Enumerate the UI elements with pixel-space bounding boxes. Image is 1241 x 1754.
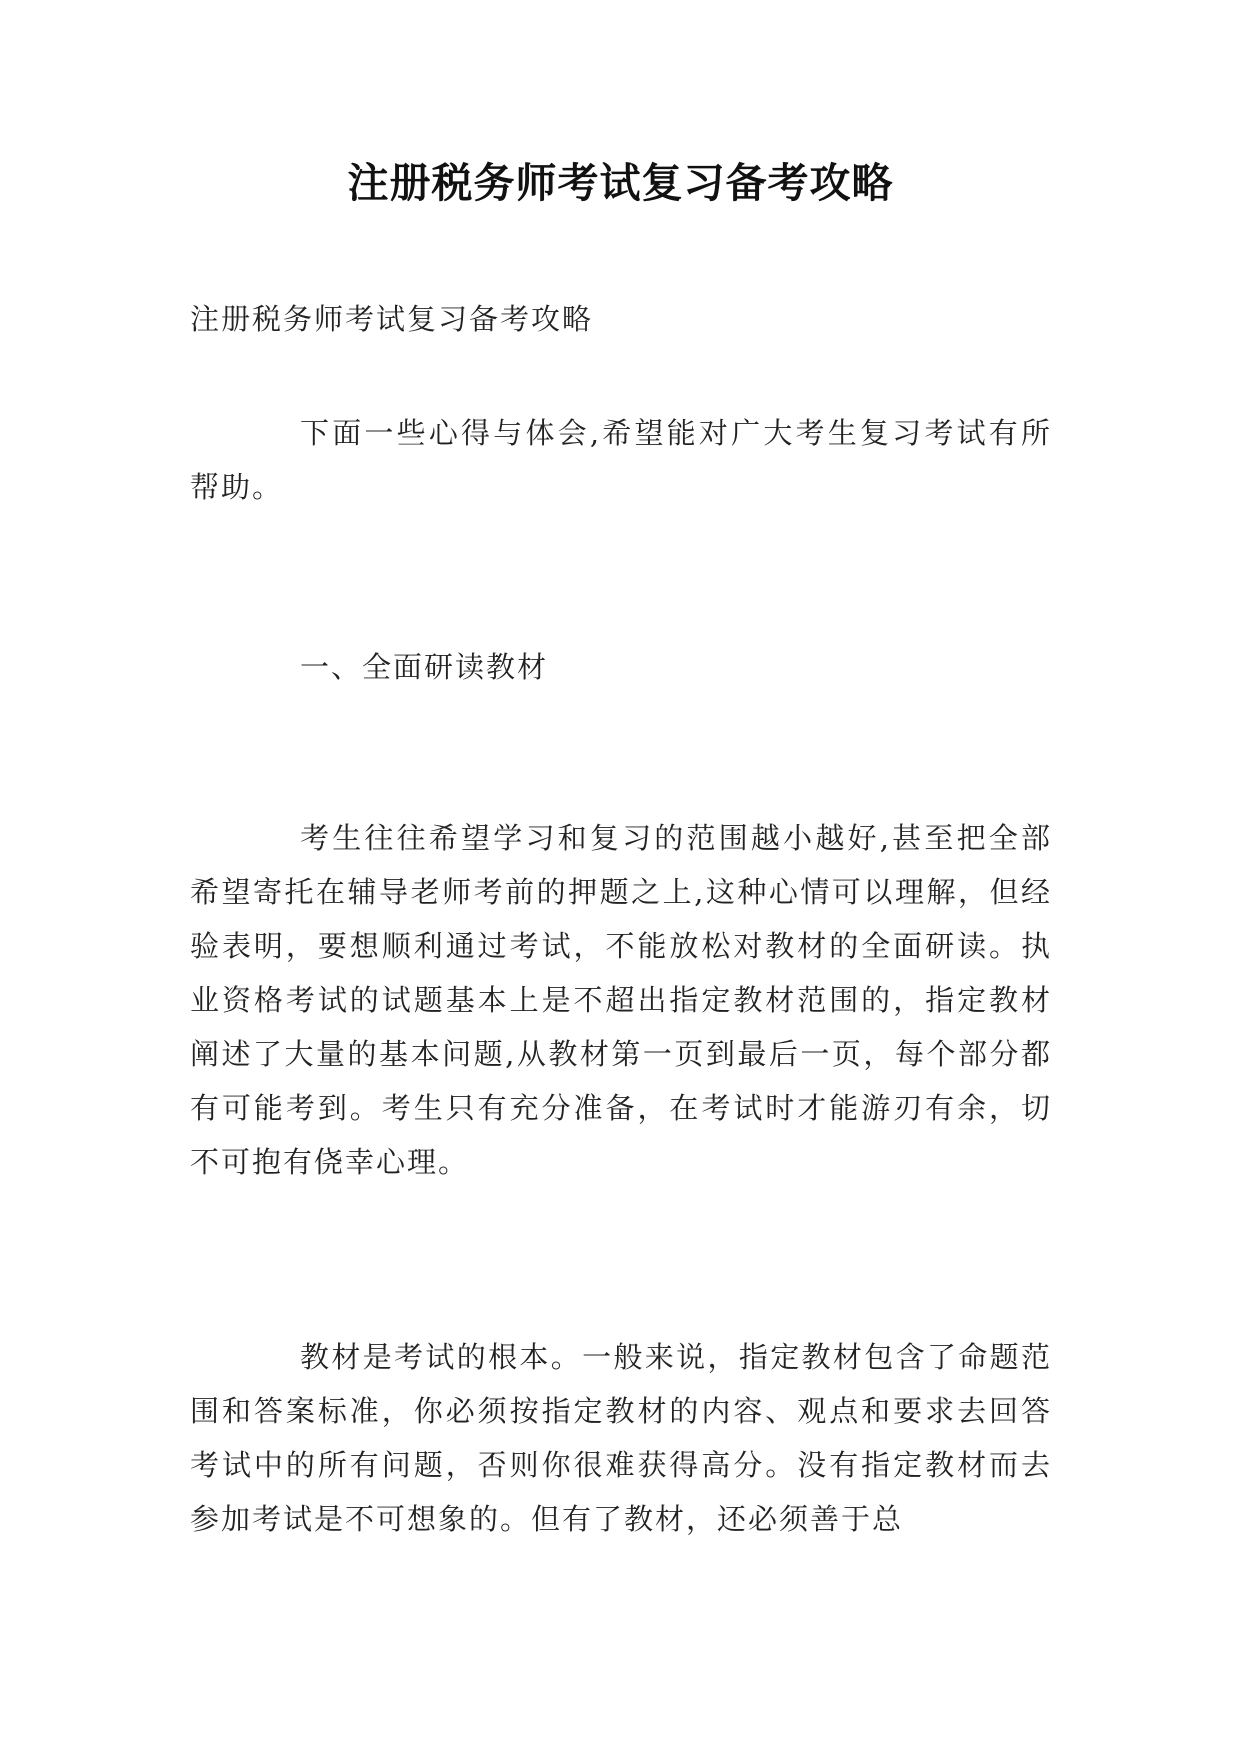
intro-paragraph: 下面一些心得与体会,希望能对广大考生复习考试有所帮助。 <box>190 416 1052 504</box>
body-paragraph-1: 考生往往希望学习和复习的范围越小越好,甚至把全部希望寄托在辅导老师考前的押题之上,这种心情可以理解，但经验表明，要想顺利通过考试，不能放松对教材的全面研读。执业资格考试的试题基本上是不超出指定教材范围的，指定教材阐述了大量的基本问题,从教材第一页到最后一页，每个部分都有可能考到。考生只有充分准备，在考试时才能游刃有余，切不可抱有侥幸心理。 <box>190 821 1052 1179</box>
document-title: 注册税务师考试复习备考攻略 <box>347 159 894 207</box>
section-heading: 一、全面研读教材 <box>300 650 549 684</box>
body-paragraph-2: 教材是考试的根本。一般来说，指定教材包含了命题范围和答案标准，你必须按指定教材的内容、观点和要求去回答考试中的所有问题，否则你很难获得高分。没有指定教材而去参加考试是不可想象的。但有了教材，还必须善于总 <box>190 1340 1052 1536</box>
document-subtitle: 注册税务师考试复习备考攻略 <box>190 302 594 336</box>
